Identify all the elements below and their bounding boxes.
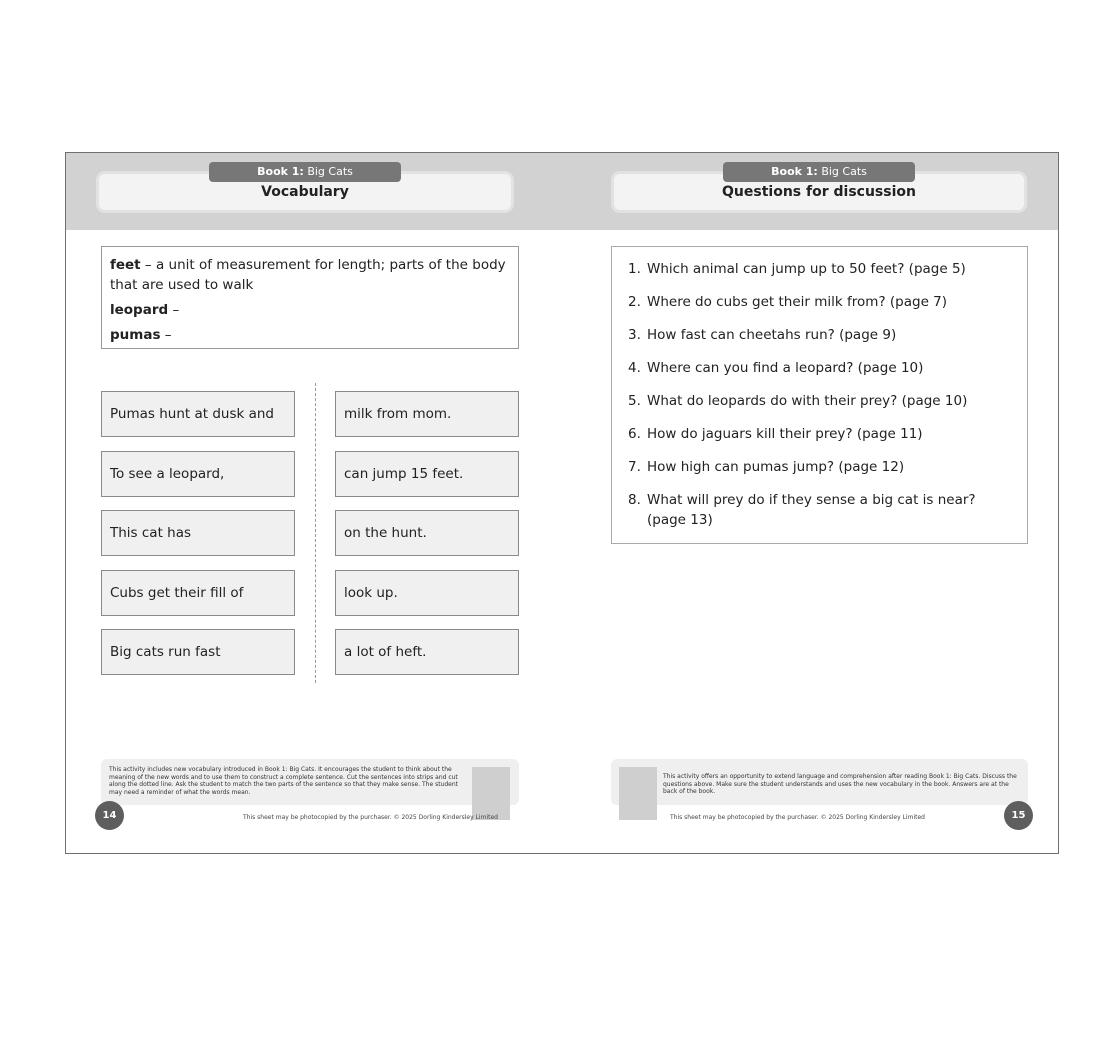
question-text: Where do cubs get their milk from? (page 7)	[647, 294, 948, 310]
question-item	[628, 325, 1017, 345]
question-item	[628, 358, 1017, 378]
vocabulary-box	[101, 246, 519, 349]
book-tab-number: Book 1:	[257, 165, 304, 178]
question-number: 6.	[628, 426, 641, 442]
placeholder-image	[619, 767, 657, 820]
teacher-note-text: This activity includes new vocabulary introduced in Book 1: Big Cats. It encourages the student to think about the meaning of the new words and to use them to construct a complete sentence. Cut the sentences into strips and cut along the dotted line. Ask the student to match the two parts of the sentence so that they make sense. The student may need a reminder of what the words mean.	[109, 766, 459, 796]
book-tab	[723, 162, 915, 182]
questions-box	[611, 246, 1028, 544]
question-text: Which animal can jump up to 50 feet? (page 5)	[647, 261, 966, 277]
question-item	[628, 292, 1017, 312]
copyright-notice: This sheet may be photocopied by the purchaser. © 2025 Dorling Kindersley Limited	[670, 814, 925, 821]
question-item	[628, 391, 1017, 411]
vocab-term: feet	[110, 257, 141, 273]
book-tab-number: Book 1:	[771, 165, 818, 178]
question-text: How high can pumas jump? (page 12)	[647, 459, 905, 475]
question-item	[628, 490, 1017, 530]
sentence-end-strip: milk from mom.	[335, 391, 519, 437]
book-tab-title: Big Cats	[307, 165, 353, 178]
question-item	[628, 457, 1017, 477]
page-title: Vocabulary	[261, 184, 349, 200]
page-title: Questions for discussion	[722, 184, 916, 200]
vocab-definition: –	[168, 302, 180, 318]
question-number: 2.	[628, 294, 641, 310]
vocab-definition: –	[160, 327, 172, 343]
question-number: 8.	[628, 492, 641, 508]
vocab-entry	[110, 300, 510, 320]
vocab-term: pumas	[110, 327, 161, 343]
right-page	[563, 153, 1059, 853]
title-box	[611, 165, 1027, 213]
sentence-start-strip: To see a leopard,	[101, 451, 295, 497]
vocab-term: leopard	[110, 302, 169, 318]
dotted-cut-line	[315, 383, 316, 683]
vocab-entry	[110, 325, 510, 345]
question-number: 3.	[628, 327, 641, 343]
vocab-definition: – a unit of measurement for length; parts of the body that are used to walk	[110, 257, 506, 293]
sentence-start-strip: Big cats run fast	[101, 629, 295, 675]
sentence-start-strip: Cubs get their fill of	[101, 570, 295, 616]
question-text: What do leopards do with their prey? (page 10)	[647, 393, 968, 409]
vocab-entry	[110, 255, 510, 295]
book-tab	[209, 162, 401, 182]
page-number: 14	[95, 801, 124, 830]
teacher-note-text: This activity offers an opportunity to extend language and comprehension after reading Book 1: Big Cats. Discuss the questions above. Make sure the student understands and uses the new vocabulary in the book. Answers are at the back of the book.	[663, 773, 1017, 795]
teacher-note	[611, 759, 1028, 805]
placeholder-image	[472, 767, 510, 820]
book-tab-title: Big Cats	[821, 165, 867, 178]
sentence-start-strip: Pumas hunt at dusk and	[101, 391, 295, 437]
sentence-end-strip: look up.	[335, 570, 519, 616]
sentence-end-strip: on the hunt.	[335, 510, 519, 556]
sentence-end-strip: can jump 15 feet.	[335, 451, 519, 497]
question-number: 1.	[628, 261, 641, 277]
sentence-end-strip: a lot of heft.	[335, 629, 519, 675]
question-item	[628, 424, 1017, 444]
question-text: Where can you find a leopard? (page 10)	[647, 360, 924, 376]
title-box	[96, 165, 514, 213]
page-number: 15	[1004, 801, 1033, 830]
copyright-notice: This sheet may be photocopied by the purchaser. © 2025 Dorling Kindersley Limited	[243, 814, 498, 821]
teacher-note	[101, 759, 519, 805]
question-number: 7.	[628, 459, 641, 475]
question-text: How fast can cheetahs run? (page 9)	[647, 327, 897, 343]
sentence-start-strip: This cat has	[101, 510, 295, 556]
question-number: 5.	[628, 393, 641, 409]
question-number: 4.	[628, 360, 641, 376]
question-text: What will prey do if they sense a big cat is near? (page 13)	[647, 492, 976, 528]
question-item	[628, 259, 1017, 279]
question-text: How do jaguars kill their prey? (page 11)	[647, 426, 923, 442]
book-spread	[65, 152, 1059, 854]
left-page	[66, 153, 563, 853]
